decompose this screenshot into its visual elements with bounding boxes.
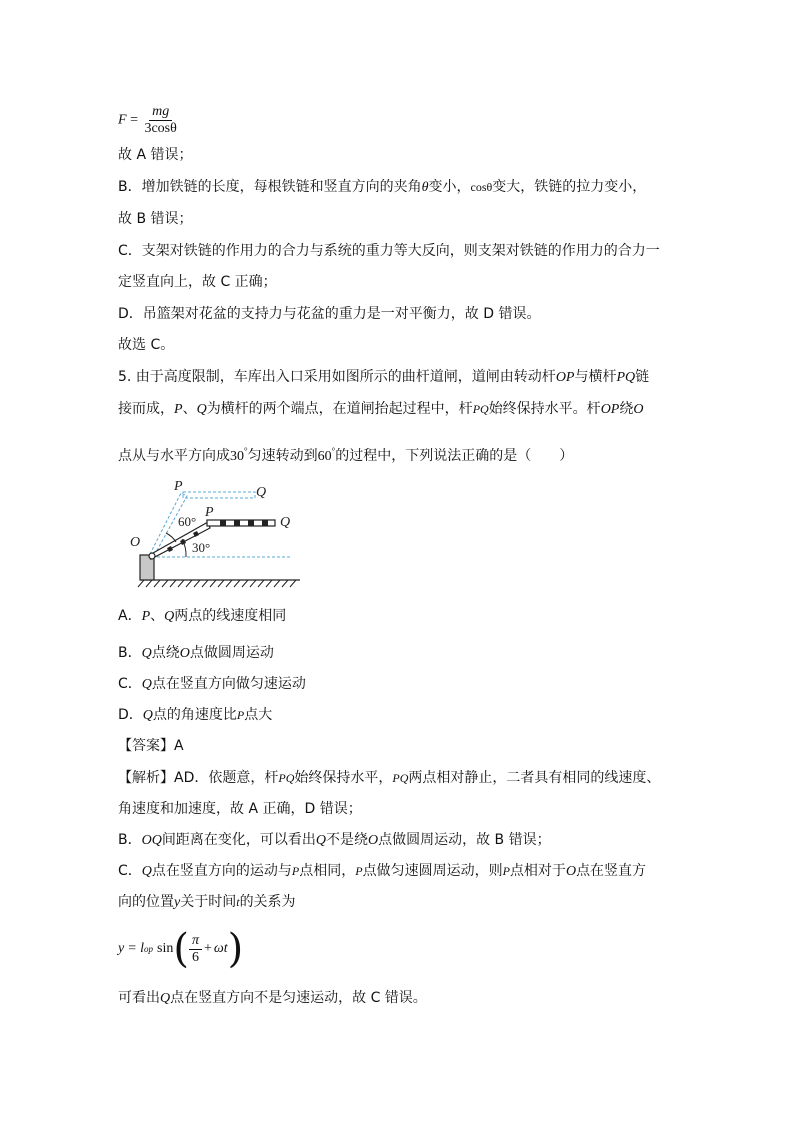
formula-F-fraction [141,104,179,137]
analysis-line-6 [118,988,427,1009]
a4-O: O [565,864,577,879]
analysis-line-3 [118,830,551,851]
option-D [118,705,272,726]
question-line-2 [118,399,643,420]
q3-30: 30 [230,449,244,464]
formula-y-num: π [189,933,202,950]
formula-y-rparen: ) [227,926,244,972]
a3-OQ: OQ [141,833,162,848]
a3c: 不是绕 [325,832,368,848]
q2-sep: 、 [182,401,197,417]
formula-y-fraction [189,933,202,966]
a5a: 向的位置 [118,894,174,910]
q2-Q: Q [196,402,207,417]
question-line-1 [118,367,649,388]
option-B [118,643,274,664]
a3a: B． [118,832,142,848]
formula-y-den: 6 [191,949,199,965]
option-D-prefix: D． [118,707,143,723]
a4b: 点在竖直方向的运动与 [151,863,292,879]
option-C-prefix: C． [118,676,142,692]
a1c: 两点相对静止，二者具有相同的线速度、 [408,770,661,786]
option-D-t2: 点大 [244,707,273,723]
option-D-P: P [236,708,245,722]
a4a: C． [118,863,142,879]
a5-y: y [174,895,181,910]
analysis-line-5 [118,892,296,913]
option-B-prefix: B． [118,645,142,661]
option-D-Q: Q [142,708,153,723]
a3d: 点做圆周运动，故 B 错误； [378,832,551,848]
formula-F-lhs: F [118,112,127,128]
option-B-Q: Q [141,646,152,661]
answer-label: 【答案】A [118,738,184,754]
formula-y [118,926,243,972]
option-B-t1: 点绕 [151,645,180,661]
q2-OP: OP [600,402,620,417]
formula-y-sub: op [144,944,154,954]
a1b: 始终保持水平， [294,770,393,786]
q3-deg2: ° [331,446,336,456]
q2-PQ: PQ [472,402,489,416]
q2c: 始终保持水平。杆 [488,401,601,417]
text-line-3: 故 B 错误； [118,211,193,227]
angle-arc-60 [166,533,176,542]
q1-PQ: PQ [616,370,636,385]
a5b: 关于时间 [180,894,237,910]
a1a: AD．依题意，杆 [174,770,279,786]
a4-P2: P [355,864,363,878]
option-A-sep: 、 [150,608,165,624]
q1a: 5. 由于高度限制，车库出入口采用如图所示的曲杆道闸，道闸由转动杆 [118,369,556,385]
label-Q: Q [280,515,291,530]
a5-t: t [236,895,240,909]
q3b: 匀速转动到 [247,448,318,464]
q3-60: 60 [317,449,332,464]
formula-y-lparen: ( [173,926,189,972]
label-30: 30° [192,540,211,555]
a6: 可看出 [118,990,160,1006]
formula-y-lhs: y [118,941,125,956]
text-line-2 [118,177,646,198]
a4f: 点在竖直方 [576,863,647,879]
option-C [118,674,306,695]
formula-y-eq: = [128,941,137,956]
a4c: 点相同， [299,863,356,879]
question-line-3 [118,441,573,467]
formula-F [118,104,180,137]
option-B-t2: 点做圆周运动 [189,645,274,661]
a5c: 的关系为 [239,894,296,910]
option-A-text: 两点的线速度相同 [174,608,287,624]
q2b: 为横杆的两个端点，在道闸抬起过程中，杆 [206,401,473,417]
a3-O: O [367,833,379,848]
formula-y-l: l [140,941,145,956]
q1c: 链 [635,369,650,385]
label-P: P [205,505,214,520]
a6b: 点在竖直方向不是匀速运动，故 C 错误。 [170,990,427,1006]
q2d: 绕 [619,401,634,417]
a3b: 间距离在变化，可以看出 [161,832,316,848]
a4-Q: Q [141,864,152,879]
label-Q-top: Q [256,485,267,500]
option-B-O: O [179,646,190,661]
formula-y-sin: sin [157,941,174,956]
theta-symbol: θ [421,180,429,195]
pivot-O [149,553,155,559]
text-line-2a: B．增加铁链的长度，每根铁链和竖直方向的夹角 [118,179,422,195]
label-P-top: P [174,479,183,494]
q3-deg1: ° [244,446,248,456]
text-line-2b: 变小， [428,179,471,195]
gate-diagram [120,470,320,595]
option-A [118,606,286,627]
analysis-label: 【解析】 [118,770,174,786]
a4-P3: P [502,864,510,878]
option-A-P: P [141,609,151,624]
analysis-line-2: 角速度和加速度，故 A 正确，D 错误； [118,801,362,817]
formula-y-wt: ωt [213,941,228,956]
text-line-6: D．吊篮架对花盆的支持力与花盆的重力是一对平衡力，故 D 错误。 [118,306,541,322]
q1-OP: OP [555,370,575,385]
a6-Q: Q [160,991,171,1006]
option-A-prefix: A． [118,608,142,624]
analysis-line-4 [118,861,646,882]
option-D-t1: 点的角速度比 [152,707,237,723]
label-60: 60° [178,514,197,529]
formula-F-num: mg [149,104,172,121]
q2-P: P [174,402,183,417]
a4-P1: P [291,864,300,878]
label-O: O [130,535,141,550]
formula-F-eq: = [130,112,138,128]
ground-hatch [138,580,296,587]
q3a: 点从与水平方向成 [118,448,230,464]
q1b: 与横杆 [574,369,617,385]
text-line-1: 故 A 错误； [118,147,193,163]
option-C-Q: Q [141,677,152,692]
text-line-5: 定竖直向上，故 C 正确； [118,274,277,290]
a1-PQ: PQ [278,771,295,785]
text-line-7: 故选 C。 [118,337,175,353]
option-C-text: 点在竖直方向做匀速运动 [151,676,306,692]
formula-F-den: 3cosθ [144,121,177,136]
a1-PQ2: PQ [392,771,409,785]
option-A-Q: Q [164,609,175,624]
text-line-2c: 变大，铁链的拉力变小， [492,179,647,195]
analysis-line-1 [118,768,660,788]
q2a: 接而成， [118,401,174,417]
a3-Q: Q [315,833,326,848]
a4e: 点相对于 [509,863,566,879]
q3c: 的过程中，下列说法正确的是（ ） [335,448,574,464]
cos-theta: cosθ [470,180,493,194]
formula-y-plus: + [203,941,212,956]
a4d: 点做匀速圆周运动，则 [362,863,503,879]
q2-O: O [633,402,644,417]
text-line-4: C．支架对铁链的作用力的合力与系统的重力等大反向，则支架对铁链的作用力的合力一 [118,243,660,259]
